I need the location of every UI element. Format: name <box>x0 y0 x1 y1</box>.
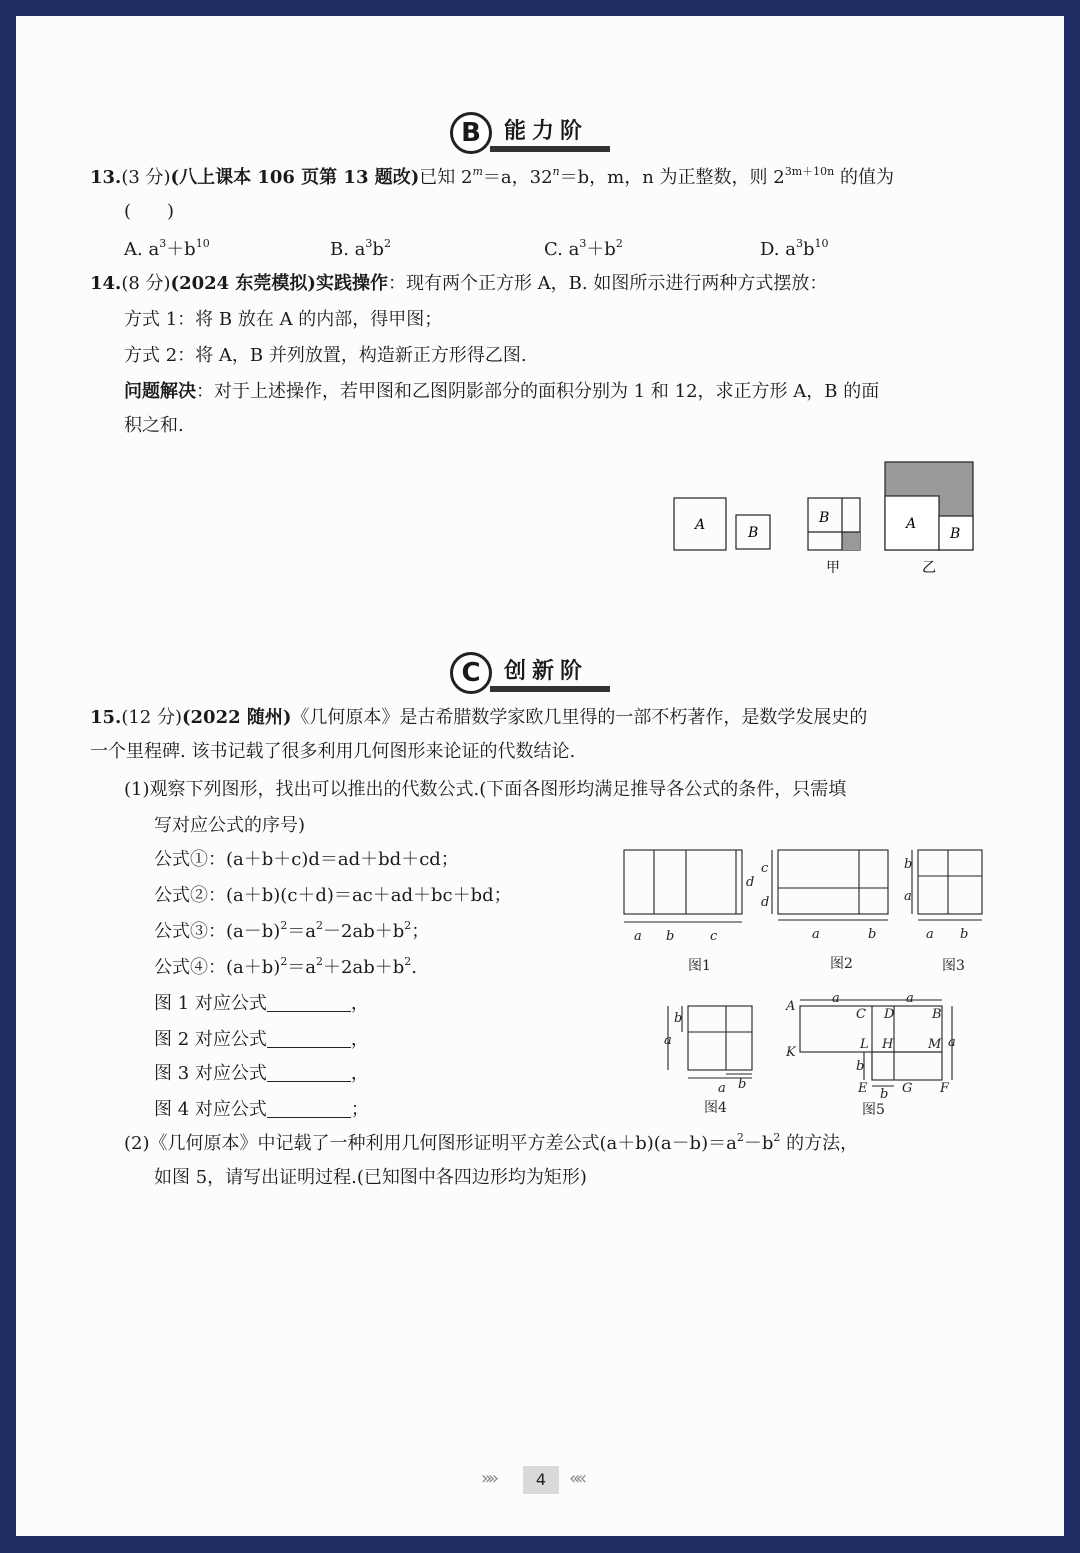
fig3-a2: a <box>926 927 934 942</box>
fig3-caption: 图3 <box>942 958 965 974</box>
q14-solve: 问题解决：对于上述操作，若甲图和乙图阴影部分的面积分别为 1 和 12，求正方形 A，B 的面 <box>124 381 880 402</box>
fig2-d: d <box>761 895 770 910</box>
section-b-header <box>450 112 650 156</box>
q14-figures <box>666 456 986 596</box>
fig5-a3: a <box>948 1035 956 1050</box>
section-b-title: 能力阶 <box>504 119 589 144</box>
label-yi-b: B <box>950 526 961 542</box>
q15-figures <box>616 842 988 1132</box>
fig3-b2: b <box>960 927 969 942</box>
footer-arrows-left: »» <box>481 1468 496 1489</box>
fig2-b: b <box>868 927 877 942</box>
fig5-pE: E <box>858 1081 868 1096</box>
q14-way1: 方式 1：将 B 放在 A 的内部，得甲图； <box>124 309 443 330</box>
answer-blank-1[interactable] <box>267 993 351 1012</box>
label-a: A <box>695 517 706 533</box>
fig5-pA: A <box>786 999 796 1014</box>
answer-blank-2[interactable] <box>267 1029 351 1048</box>
fig5-pF: F <box>940 1081 950 1096</box>
q14-stem: 14.(8 分)(2024 东莞模拟)实践操作：现有两个正方形 A，B. 如图所示进行两种方式摆放： <box>90 273 828 294</box>
fig4-b2: b <box>738 1077 747 1092</box>
q15-part1-cont: 写对应公式的序号) <box>154 815 306 836</box>
footer-arrows-right: «« <box>569 1468 584 1489</box>
label-jia-b: B <box>819 510 830 526</box>
fig5-b: b <box>856 1059 865 1074</box>
fig5-pK: K <box>786 1045 796 1060</box>
fig5-pG: G <box>902 1081 913 1096</box>
formula-2: 公式②：(a＋b)(c＋d)＝ac＋ad＋bc＋bd； <box>154 885 512 906</box>
fig5-pM: M <box>928 1037 942 1052</box>
fig4-caption: 图4 <box>704 1100 727 1116</box>
q13-option-d: D. $a^3b^{10}$ <box>760 237 829 260</box>
fill-fig1: 图 1 对应公式 ， <box>154 993 369 1014</box>
formula-4: 公式④：$(a+b)^2=a^2+2ab+b^2$. <box>154 955 418 978</box>
section-c-badge: C <box>450 652 492 694</box>
label-b: B <box>748 525 759 541</box>
caption-yi: 乙 <box>922 560 936 576</box>
page-number: 4 <box>523 1466 559 1494</box>
fig1-b: b <box>666 929 675 944</box>
fig5-a2: a <box>906 991 914 1006</box>
figure-3 <box>912 850 982 920</box>
fig5-caption: 图5 <box>862 1102 885 1118</box>
fig1-c: c <box>710 929 718 944</box>
formula-1: 公式①：(a＋b＋c)d＝ad＋bd＋cd； <box>154 849 459 870</box>
section-bar <box>490 686 610 692</box>
fill-fig3: 图 3 对应公式 ， <box>154 1063 369 1084</box>
answer-blank-3[interactable] <box>267 1063 351 1082</box>
figure-2 <box>772 850 888 920</box>
fig5-pL: L <box>860 1037 869 1052</box>
page <box>16 16 1064 1536</box>
fig4-a: a <box>664 1033 672 1048</box>
q15-stem: 15.(12 分)(2022 随州)《几何原本》是古希腊数学家欧几里得的一部不朽著作，是数学发展史的 <box>90 707 868 728</box>
fig4-a2: a <box>718 1081 726 1096</box>
page-footer <box>471 1466 611 1494</box>
fig5-pC: C <box>856 1007 866 1022</box>
fig5-pH: H <box>882 1037 894 1052</box>
section-c-title: 创新阶 <box>504 659 589 684</box>
fig5-b2: b <box>880 1087 889 1102</box>
section-c-header <box>450 652 650 696</box>
fig2-caption: 图2 <box>830 956 853 972</box>
q13-option-c: C. $a^3+b^2$ <box>544 237 623 260</box>
figure-1 <box>624 850 742 922</box>
fig5-pD: D <box>884 1007 895 1022</box>
fig3-a: a <box>904 889 912 904</box>
fig1-a: a <box>634 929 642 944</box>
q13-option-a: A. $a^3+b^{10}$ <box>124 237 210 260</box>
q14-way2: 方式 2：将 A，B 并列放置，构造新正方形得乙图. <box>124 345 527 366</box>
q14-solve-cont: 积之和. <box>124 415 184 436</box>
fig4-b: b <box>674 1011 683 1026</box>
fill-fig2: 图 2 对应公式 ， <box>154 1029 369 1050</box>
label-yi-a: A <box>906 516 917 532</box>
q15-part2: (2)《几何原本》中记载了一种利用几何图形证明平方差公式$(a+b)(a-b)=a^2-b^2$ 的方法， <box>124 1131 859 1154</box>
figure-jia-shade <box>842 532 860 550</box>
q15-part2-cont: 如图 5，请写出证明过程.(已知图中各四边形均为矩形) <box>154 1167 587 1188</box>
fig1-d: d <box>746 875 755 890</box>
fig5-a: a <box>832 991 840 1006</box>
formula-3: 公式③：$(a-b)^2=a^2-2ab+b^2$； <box>154 919 430 942</box>
section-bar <box>490 146 610 152</box>
caption-jia: 甲 <box>826 560 840 576</box>
section-b-badge: B <box>450 112 492 154</box>
q13-option-b: B. $a^3b^2$ <box>330 237 391 260</box>
fig1-caption: 图1 <box>688 958 711 974</box>
fig2-c: c <box>761 861 769 876</box>
fig5-pB: B <box>932 1007 942 1022</box>
q13-answer-paren: ( ) <box>124 201 175 222</box>
q15-part1: (1)观察下列图形，找出可以推出的代数公式.(下面各图形均满足推导各公式的条件，只需填 <box>124 779 847 800</box>
fig2-a: a <box>812 927 820 942</box>
q15-stem-cont: 一个里程碑. 该书记载了很多利用几何图形来论证的代数结论. <box>90 741 576 762</box>
fill-fig4: 图 4 对应公式 ； <box>154 1099 369 1120</box>
answer-blank-4[interactable] <box>267 1099 351 1118</box>
q13-stem: 13.(3 分)(八上课本 106 页第 13 题改)已知 $2^m=a$，$32^n=b$，m，n 为正整数，则 $2^{3m+10n}$ 的值为 <box>90 165 894 188</box>
fig3-b: b <box>904 857 913 872</box>
